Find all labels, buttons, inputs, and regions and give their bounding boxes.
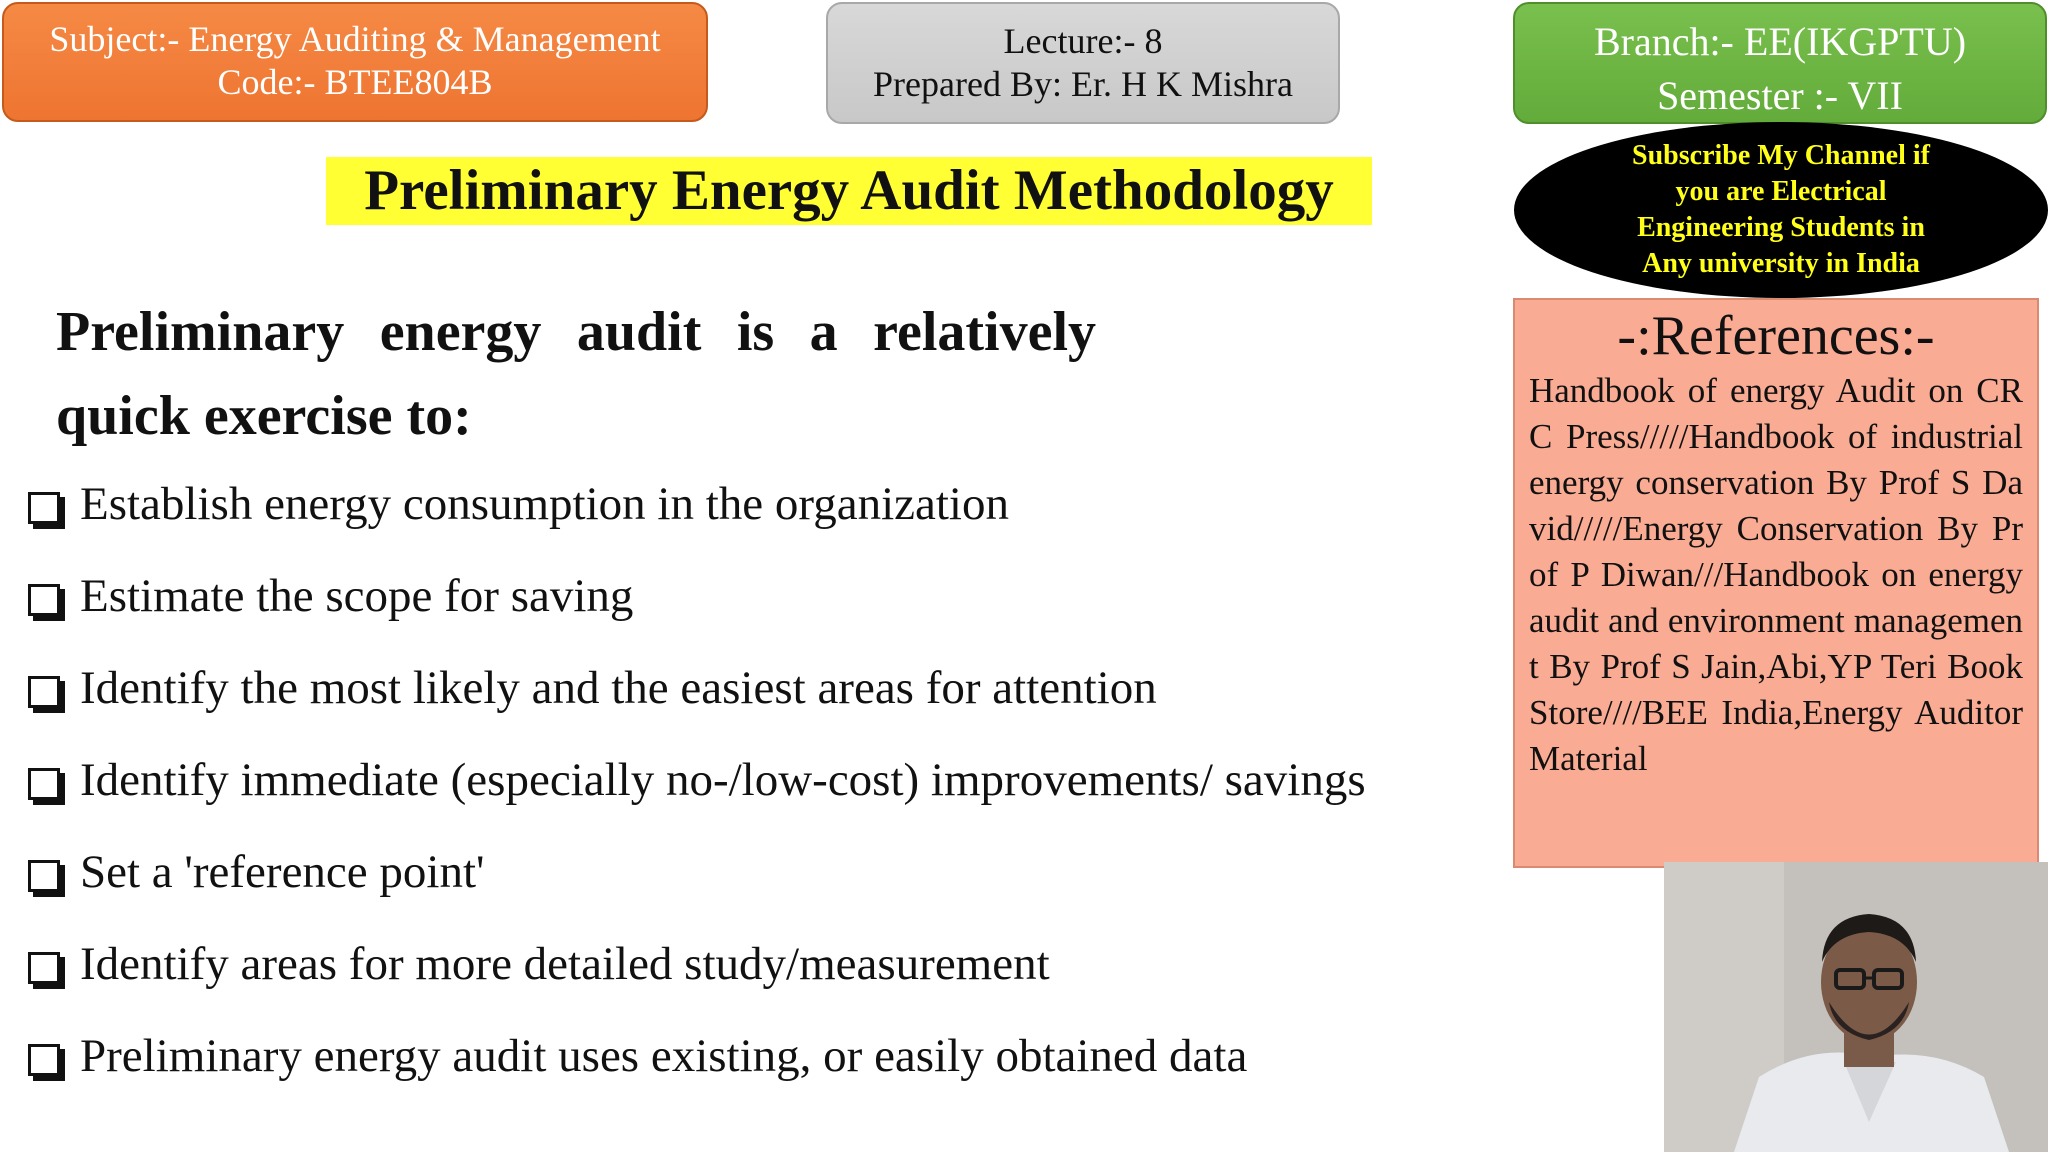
references-heading: -:References:- [1617, 305, 1935, 367]
bullet-text: Estimate the scope for saving [80, 570, 634, 622]
list-item [28, 468, 1366, 560]
bullet-text: Set a 'reference point' [80, 846, 485, 898]
references-box [1513, 298, 2039, 868]
list-item [28, 1020, 1366, 1112]
subscribe-line-4: Any university in India [1642, 248, 1920, 279]
subscribe-oval [1514, 122, 2048, 298]
subject-line: Subject:- Energy Auditing & Management [49, 19, 661, 59]
prepared-by-line: Prepared By: Er. H K Mishra [873, 64, 1293, 105]
bullet-text: Establish energy consumption in the organization [80, 478, 1009, 530]
list-item [28, 928, 1366, 1020]
intro-text: Preliminary energy audit is a relatively quick exercise to: [56, 301, 1096, 447]
bullet-text: Identify immediate (especially no-/low-cost) improvements/ savings [80, 754, 1366, 806]
lecture-box [826, 2, 1340, 124]
list-item [28, 652, 1366, 744]
lecture-line: Lecture:- 8 [1003, 21, 1163, 61]
list-item [28, 836, 1366, 928]
code-line: Code:- BTEE804B [217, 62, 493, 103]
bullet-text: Identify areas for more detailed study/measurement [80, 938, 1050, 990]
subject-box [2, 2, 708, 122]
subscribe-line-3: Engineering Students in [1637, 212, 1925, 243]
webcam-overlay [1664, 862, 2048, 1152]
checkbox-bullet-icon [28, 676, 60, 708]
references-text: Handbook of energy Audit on CRC Press/////Handbook of industrial energy conservation By Prof S David/////Energy Conservation By Prof P Diwan///Handbook on energy audit and environment management By Prof S Jain,Abi,YP Teri Book Store////BEE India,Energy Auditor Material [1529, 371, 2023, 778]
slide-title: Preliminary Energy Audit Methodology [326, 157, 1372, 225]
bullet-text: Preliminary energy audit uses existing, or easily obtained data [80, 1030, 1248, 1082]
checkbox-bullet-icon [28, 952, 60, 984]
subscribe-line-2: you are Electrical [1675, 176, 1887, 207]
checkbox-bullet-icon [28, 768, 60, 800]
checkbox-bullet-icon [28, 584, 60, 616]
checkbox-bullet-icon [28, 492, 60, 524]
branch-line: Branch:- EE(IKGPTU) [1593, 19, 1967, 64]
branch-box [1513, 2, 2047, 124]
semester-line: Semester :- VII [1657, 73, 1903, 118]
checkbox-bullet-icon [28, 1044, 60, 1076]
presenter-video [1664, 862, 2048, 1152]
list-item [28, 560, 1366, 652]
bullet-text: Identify the most likely and the easiest areas for attention [80, 662, 1157, 714]
bullet-list [28, 468, 1366, 1112]
subscribe-line-1: Subscribe My Channel if [1632, 140, 1930, 171]
checkbox-bullet-icon [28, 860, 60, 892]
list-item [28, 744, 1366, 836]
